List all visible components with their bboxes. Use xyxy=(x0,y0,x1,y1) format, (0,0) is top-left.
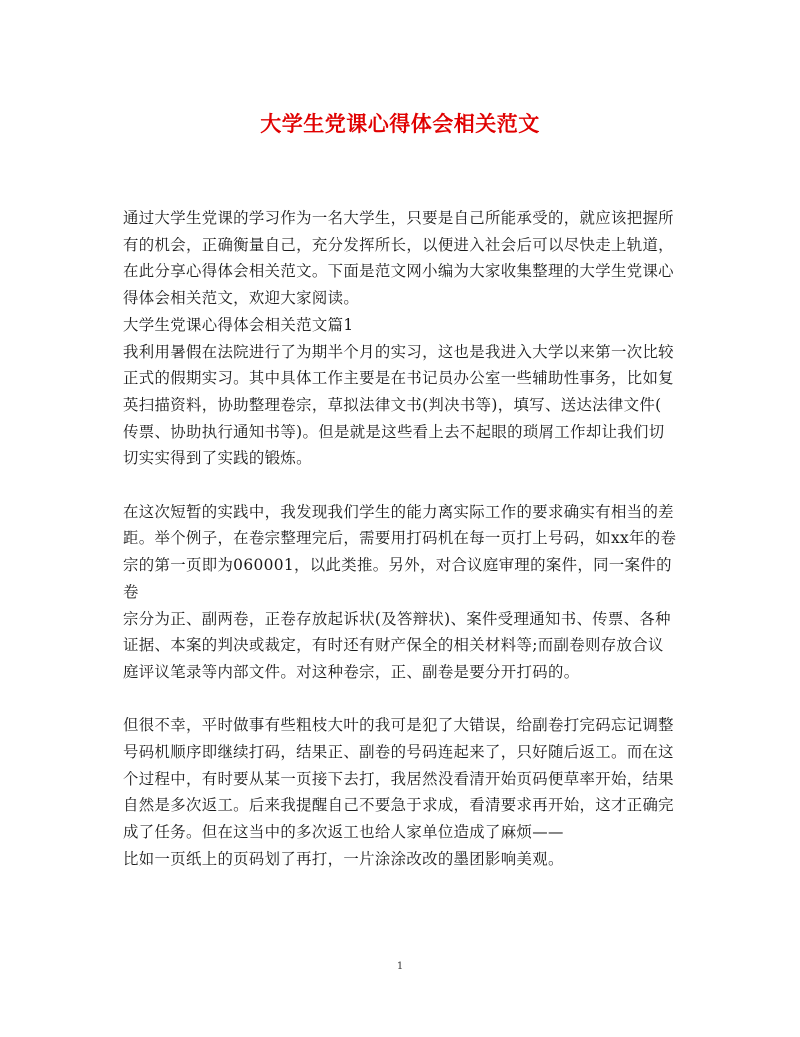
text-line: 宗的第一页即为060001，以此类推。另外，对合议庭审理的案件，同一案件的卷 xyxy=(123,556,672,601)
document-title: 大学生党课心得体会相关范文 xyxy=(260,111,540,136)
text-line: 我利用暑假在法院进行了为期半个月的实习，这也是我进入大学以来第一次比较 xyxy=(123,342,674,361)
text-line: 得体会相关范文，欢迎大家阅读。 xyxy=(123,289,360,308)
paragraph-gap xyxy=(123,472,685,499)
text-line: 有的机会，正确衡量自己，充分发挥所长，以便进入社会后可以尽快走上轨道， xyxy=(123,235,674,254)
text-line: 宗分为正、副两卷，正卷存放起诉状(及答辩状)、案件受理通知书、传票、各种 xyxy=(123,609,671,628)
text-line: 在这次短暂的实践中，我发现我们学生的能力离实际工作的要求确实有相当的差 xyxy=(123,502,674,521)
document-body xyxy=(123,205,685,873)
text-line: 通过大学生党课的学习作为一名大学生，只要是自己所能承受的，就应该把握所 xyxy=(123,209,674,227)
text-line: 比如一页纸上的页码划了再打，一片涂涂改改的墨团影响美观。 xyxy=(123,849,564,868)
text-line: 成了任务。但在这当中的多次返工也给人家单位造成了麻烦—— xyxy=(123,823,564,842)
text-line: 在此分享心得体会相关范文。下面是范文网小编为大家收集整理的大学生党课心 xyxy=(123,262,674,281)
text-line: 传票、协助执行通知书等)。但是就是这些看上去不起眼的琐屑工作却让我们切 xyxy=(123,422,665,441)
text-line: 英扫描资料，协助整理卷宗，草拟法律文书(判决书等)，填写、送达法律文件( xyxy=(123,395,662,414)
text-line: 正式的假期实习。其中具体工作主要是在书记员办公室一些辅助性事务，比如复 xyxy=(123,369,674,388)
page-number: 1 xyxy=(396,961,404,972)
text-line: 切实实得到了实践的锻炼。 xyxy=(123,449,312,468)
text-line: 自然是多次返工。后来我提醒自己不要急于求成，看清要求再开始，这才正确完 xyxy=(123,796,674,815)
text-line: 证据、本案的判决或裁定，有时还有财产保全的相关材料等;而副卷则存放合议 xyxy=(123,636,664,655)
text-line: 但很不幸，平时做事有些粗枝大叶的我可是犯了大错误，给副卷打完码忘记调整 xyxy=(123,716,674,735)
paragraph-gap xyxy=(123,686,685,713)
text-line: 号码机顺序即继续打码，结果正、副卷的号码连起来了，只好随后返工。而在这 xyxy=(123,743,674,762)
text-line: 距。举个例子，在卷宗整理完后，需要用打码机在每一页打上号码，如xx年的卷 xyxy=(123,529,677,548)
text-line: 庭评议笔录等内部文件。对这种卷宗，正、副卷是要分开打码的。 xyxy=(123,662,580,681)
section-heading: 大学生党课心得体会相关范文篇1 xyxy=(123,315,354,334)
text-line: 个过程中，有时要从某一页接下去打，我居然没看清开始页码便草率开始，结果 xyxy=(123,769,674,788)
